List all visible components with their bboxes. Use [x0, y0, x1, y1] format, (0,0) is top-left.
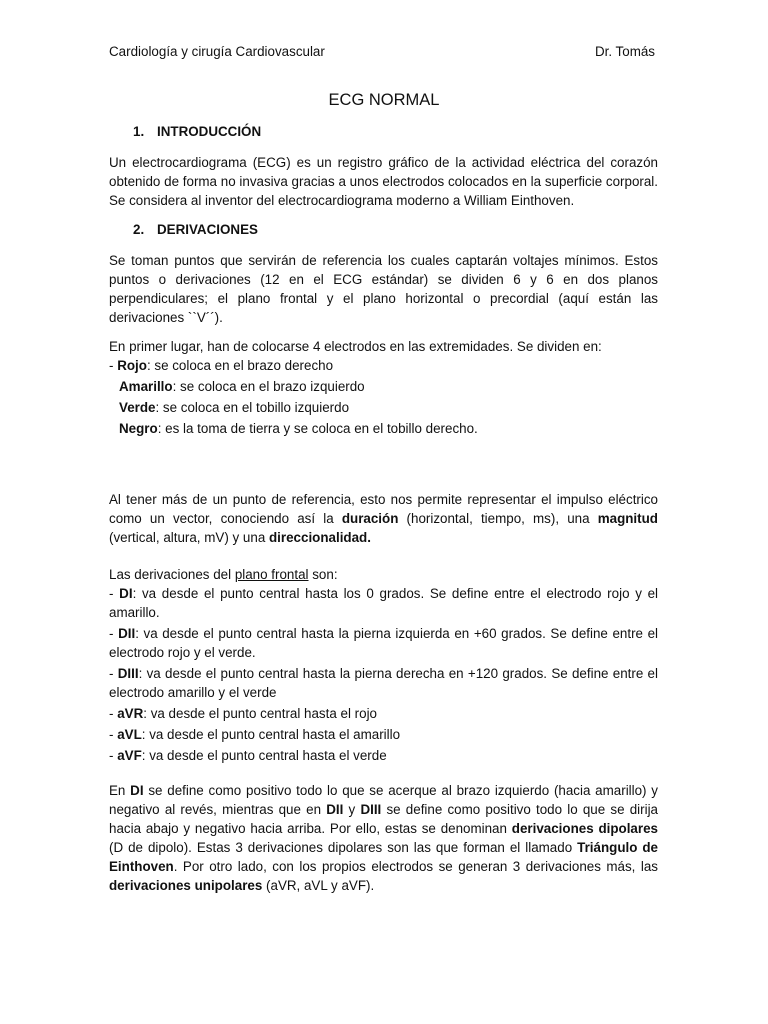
list-dash: -: [109, 358, 118, 373]
text-run: se define como positivo todo lo que se acerque al brazo izquierdo (hacia amarillo) y negativo al revés, mientras que en: [109, 783, 658, 817]
text-run: En: [109, 783, 131, 798]
bold-term: duración: [341, 511, 399, 526]
electrode-item: [109, 419, 658, 438]
header-author: Dr. Tomás: [594, 44, 655, 59]
text-run: (D de dipolo). Estas 3 derivaciones dipolares son las que forman el llamado: [109, 840, 578, 855]
electrode-desc: : se coloca en el brazo izquierdo: [172, 379, 365, 394]
lead-desc: : va desde el punto central hasta la pierna derecha en +120 grados. Se define entre el electrodo amarillo y el verde: [109, 666, 658, 700]
electrode-name: Negro: [119, 421, 158, 436]
text-run: (horizontal, tiempo, ms), una: [398, 511, 598, 526]
lead-desc: : va desde el punto central hasta el amarillo: [141, 727, 401, 742]
lead-name: aVR: [117, 706, 144, 721]
lead-item: - aVL: va desde el punto central hasta el amarillo: [109, 727, 401, 742]
underlined-term: plano frontal: [234, 567, 309, 582]
text-run: Al tener más de un punto de referencia, esto nos permite representar el impulso eléctrico como un vector, conociendo así la: [109, 492, 658, 526]
lead-desc: : va desde el punto central hasta el rojo: [143, 706, 377, 721]
lead-item: - DII: va desde el punto central hasta la pierna izquierda en +60 grados. Se define entre el electrodo rojo y el verde.: [109, 626, 658, 660]
lead-name: aVL: [117, 727, 142, 742]
lead-item: - aVR: va desde el punto central hasta el rojo: [109, 706, 377, 721]
lead-name: aVF: [117, 748, 142, 763]
bold-term: Triángulo de Einthoven: [109, 840, 659, 874]
electrode-item: [109, 398, 658, 417]
lead-name: DIII: [117, 666, 139, 681]
bold-term: derivaciones dipolares: [511, 821, 658, 836]
section-title: INTRODUCCIÓN: [157, 124, 262, 139]
text-run: y: [343, 802, 361, 817]
dipolar-paragraph: [109, 781, 658, 895]
electrodes-intro: En primer lugar, han de colocarse 4 electrodos en las extremidades. Se dividen en:: [109, 339, 602, 354]
electrode-desc: : se coloca en el tobillo izquierdo: [155, 400, 350, 415]
bold-term: DII: [326, 802, 344, 817]
intro-paragraph: Un electrocardiograma (ECG) es un registro gráfico de la actividad eléctrica del corazón obtenido de forma no invasiva gracias a unos electrodos colocados en la superficie corporal. Se considera al inventor del electrocardiograma moderno a William Einthoven.: [109, 155, 658, 208]
frontal-intro: [109, 565, 658, 584]
bold-term: DI: [130, 783, 144, 798]
electrode-desc: : se coloca en el brazo derecho: [146, 358, 334, 373]
lead-desc: : va desde el punto central hasta la pierna izquierda en +60 grados. Se define entre el electrodo rojo y el verde.: [109, 626, 658, 660]
electrode-name: Rojo: [117, 358, 147, 373]
text-run: Las derivaciones del: [109, 567, 235, 582]
header-subject: Cardiología y cirugía Cardiovascular: [109, 44, 325, 59]
page-header: [109, 42, 655, 61]
text-run: (aVR, aVL y aVF).: [262, 878, 375, 893]
electrode-item: [109, 356, 658, 375]
section-number: 1.: [133, 124, 145, 139]
lead-list: [109, 584, 658, 765]
section-heading-intro: [133, 122, 658, 141]
bold-term: direccionalidad.: [269, 530, 371, 545]
lead-item: - DIII: va desde el punto central hasta la pierna derecha en +120 grados. Se define entre el electrodo amarillo y el verde: [109, 666, 658, 700]
lead-name: DII: [118, 626, 136, 641]
section-number: 2.: [133, 222, 145, 237]
lead-desc: : va desde el punto central hasta los 0 grados. Se define entre el electrodo rojo y el amarillo.: [109, 586, 658, 620]
bold-term: derivaciones unipolares: [109, 878, 263, 893]
lead-name: DI: [119, 586, 133, 601]
electrode-desc: : es la toma de tierra y se coloca en el tobillo derecho.: [157, 421, 478, 436]
text-run: son:: [308, 567, 338, 582]
section-title: DERIVACIONES: [157, 222, 258, 237]
text-run: . Por otro lado, con los propios electrodos se generan 3 derivaciones más, las: [173, 859, 658, 874]
lead-desc: : va desde el punto central hasta el verde: [141, 748, 387, 763]
document-body: [109, 122, 658, 895]
text-run: (vertical, altura, mV) y una: [109, 530, 269, 545]
lead-item: - aVF: va desde el punto central hasta el verde: [109, 748, 387, 763]
derivaciones-paragraph: Se toman puntos que servirán de referencia los cuales captarán voltajes mínimos. Estos puntos o derivaciones (12 en el ECG estándar) se dividen 6 y 6 en dos planos perpendiculares; el plano frontal y el plano horizontal o precordial (aquí están las derivaciones ``V´´).: [109, 253, 658, 325]
section-heading-derivaciones: [133, 220, 658, 239]
bold-term: DIII: [360, 802, 382, 817]
lead-item: - DI: va desde el punto central hasta los 0 grados. Se define entre el electrodo rojo y el amarillo.: [109, 586, 658, 620]
electrode-item: [109, 377, 658, 396]
bold-term: magnitud: [597, 511, 658, 526]
text-run: se define como positivo todo lo que se dirija hacia abajo y negativo hacia arriba. Por ello, estas se denominan: [109, 802, 658, 836]
document-title: ECG NORMAL: [328, 91, 440, 109]
blank-space: [109, 440, 658, 490]
electrode-name: Verde: [119, 400, 156, 415]
vector-paragraph: [109, 490, 658, 547]
electrode-list: [109, 356, 658, 438]
electrode-name: Amarillo: [119, 379, 173, 394]
